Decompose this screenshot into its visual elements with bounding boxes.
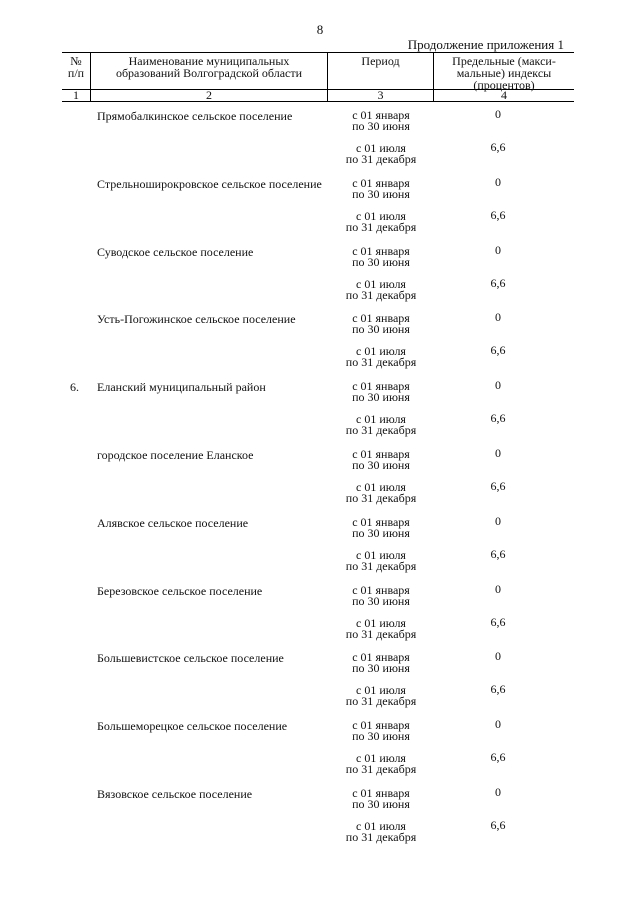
index-second-half: 6,6 — [490, 479, 506, 493]
period-second-half — [331, 685, 431, 707]
period-second-half-line1: с 01 июля — [356, 344, 406, 359]
period-first-half — [331, 720, 431, 742]
continuation-label: Продолжение приложения 1 — [407, 37, 564, 52]
period-second-half-line2: по 31 декабря — [345, 830, 417, 844]
period-second-half-line1: с 01 июля — [356, 208, 406, 223]
period-second-half-line1: с 01 июля — [356, 819, 406, 833]
period-first-half-line1: с 01 января — [352, 718, 410, 733]
header-col4-line3: (процентов) — [473, 78, 535, 92]
period-first-half — [331, 582, 431, 608]
period-first-half-line2: по 30 июня — [352, 322, 410, 337]
period-second-half-line2: по 31 декабря — [345, 491, 417, 505]
period-first-half — [331, 652, 431, 674]
period-first-half-line2: по 30 июня — [352, 458, 410, 472]
municipality-name: Большеморецкое сельское поселение — [97, 719, 288, 734]
header-col4-line2: мальные) индексы — [456, 66, 552, 80]
index-second-half: 6,6 — [490, 818, 506, 832]
index-first-half: 0 — [495, 785, 501, 799]
period-second-half — [331, 753, 431, 775]
period-second-half — [331, 276, 431, 302]
header-col4-line1: Предельные (макси- — [452, 54, 556, 68]
index-second-half: 6,6 — [490, 614, 506, 629]
period-second-half — [331, 821, 431, 843]
index-second-half: 6,6 — [490, 682, 506, 697]
period-first-half-line1: с 01 января — [352, 514, 410, 529]
index-second-half: 6,6 — [490, 140, 506, 154]
period-second-half — [331, 615, 431, 641]
index-first-half: 0 — [495, 581, 501, 596]
header-col4 — [434, 55, 574, 91]
header-col2-line2: образований Волгоградской области — [115, 66, 303, 80]
period-second-half-line2: по 31 декабря — [345, 626, 417, 641]
period-first-half — [331, 110, 431, 132]
header-col1-line2: п/п — [67, 66, 85, 80]
period-second-half-line2: по 31 декабря — [345, 558, 417, 573]
index-second-half: 6,6 — [490, 207, 506, 222]
period-second-half-line2: по 31 декабря — [345, 219, 417, 234]
municipality-name: Алявское сельское поселение — [97, 515, 249, 530]
period-first-half — [331, 788, 431, 810]
column-number-3: 3 — [377, 88, 384, 102]
column-number-4: 4 — [501, 88, 507, 102]
row-number: 6. — [70, 380, 79, 395]
period-second-half-line1: с 01 июля — [356, 751, 406, 766]
period-second-half — [331, 547, 431, 573]
period-second-half-line2: по 31 декабря — [345, 423, 417, 438]
period-second-half — [331, 482, 431, 504]
index-first-half: 0 — [495, 174, 501, 189]
period-second-half-line1: с 01 июля — [356, 412, 406, 427]
period-first-half — [331, 313, 431, 335]
municipality-name: Березовское сельское поселение — [97, 583, 263, 598]
period-first-half-line2: по 30 июня — [352, 186, 410, 201]
column-number-1: 1 — [73, 88, 79, 102]
index-first-half: 0 — [495, 446, 501, 460]
header-col1-line1: № — [70, 54, 82, 68]
municipality-name: Вязовское сельское поселение — [97, 787, 253, 801]
period-first-half-line2: по 30 июня — [352, 254, 410, 269]
period-second-half-line1: с 01 июля — [356, 547, 406, 562]
period-second-half-line2: по 31 декабря — [345, 355, 417, 370]
period-first-half-line1: с 01 января — [352, 175, 410, 190]
index-second-half: 6,6 — [490, 546, 506, 561]
period-first-half-line1: с 01 января — [352, 650, 410, 665]
period-first-half — [331, 175, 431, 201]
municipality-name: Стрельноширокровское сельское поселение — [97, 176, 322, 191]
period-second-half-line1: с 01 июля — [356, 615, 406, 630]
period-first-half-line1: с 01 января — [352, 379, 410, 394]
index-first-half: 0 — [495, 107, 501, 121]
index-second-half: 6,6 — [490, 411, 506, 426]
period-first-half-line2: по 30 июня — [352, 119, 410, 133]
period-first-half-line1: с 01 января — [352, 108, 410, 122]
index-first-half: 0 — [495, 717, 501, 732]
municipality-name: городское поселение Еланское — [97, 448, 254, 462]
period-first-half — [331, 449, 431, 471]
header-col2 — [91, 55, 327, 79]
period-second-half — [331, 346, 431, 368]
period-first-half-line1: с 01 января — [352, 582, 410, 597]
page-number: 8 — [316, 22, 324, 37]
index-first-half: 0 — [495, 378, 501, 393]
municipality-name: Еланский муниципальный район — [97, 380, 266, 395]
period-second-half-line1: с 01 июля — [356, 276, 406, 291]
index-second-half: 6,6 — [490, 750, 506, 765]
period-first-half — [331, 381, 431, 403]
period-second-half-line1: с 01 июля — [356, 683, 406, 698]
header-col1 — [62, 55, 90, 79]
index-second-half: 6,6 — [490, 275, 506, 290]
index-first-half: 0 — [495, 513, 501, 528]
municipality-name: Суводское сельское поселение — [97, 244, 254, 259]
header-col3 — [328, 55, 433, 67]
period-second-half-line2: по 31 декабря — [345, 287, 417, 302]
municipality-name: Большевистское сельское поселение — [97, 651, 284, 666]
period-first-half-line2: по 30 июня — [352, 797, 410, 811]
period-first-half-line2: по 30 июня — [352, 661, 410, 676]
period-first-half-line2: по 30 июня — [352, 390, 410, 405]
period-second-half-line2: по 31 декабря — [345, 694, 417, 709]
index-first-half: 0 — [495, 310, 501, 325]
period-second-half — [331, 414, 431, 436]
header-top-border — [62, 52, 574, 53]
header-col3-line1: Период — [361, 54, 400, 68]
period-first-half-line1: с 01 января — [352, 243, 410, 258]
municipality-name: Прямобалкинское сельское поселение — [97, 109, 293, 123]
period-first-half-line2: по 30 июня — [352, 729, 410, 744]
period-second-half-line2: по 31 декабря — [345, 762, 417, 777]
period-first-half-line2: по 30 июня — [352, 525, 410, 540]
index-first-half: 0 — [495, 649, 501, 664]
period-first-half-line1: с 01 января — [352, 311, 410, 326]
period-first-half-line1: с 01 января — [352, 447, 410, 461]
period-second-half-line1: с 01 июля — [356, 141, 406, 155]
period-first-half — [331, 243, 431, 269]
municipality-name: Усть-Погожинское сельское поселение — [97, 312, 296, 327]
period-second-half — [331, 143, 431, 165]
period-first-half-line2: по 30 июня — [352, 593, 410, 608]
period-second-half — [331, 208, 431, 234]
index-second-half: 6,6 — [490, 343, 506, 358]
period-second-half-line2: по 31 декабря — [345, 152, 417, 166]
column-number-2: 2 — [206, 88, 212, 102]
period-first-half — [331, 514, 431, 540]
column-numbers-bottom-border — [62, 101, 574, 102]
period-first-half-line1: с 01 января — [352, 786, 410, 800]
header-col2-line1: Наименование муниципальных — [128, 54, 290, 68]
period-second-half-line1: с 01 июля — [356, 480, 406, 494]
index-first-half: 0 — [495, 242, 501, 257]
